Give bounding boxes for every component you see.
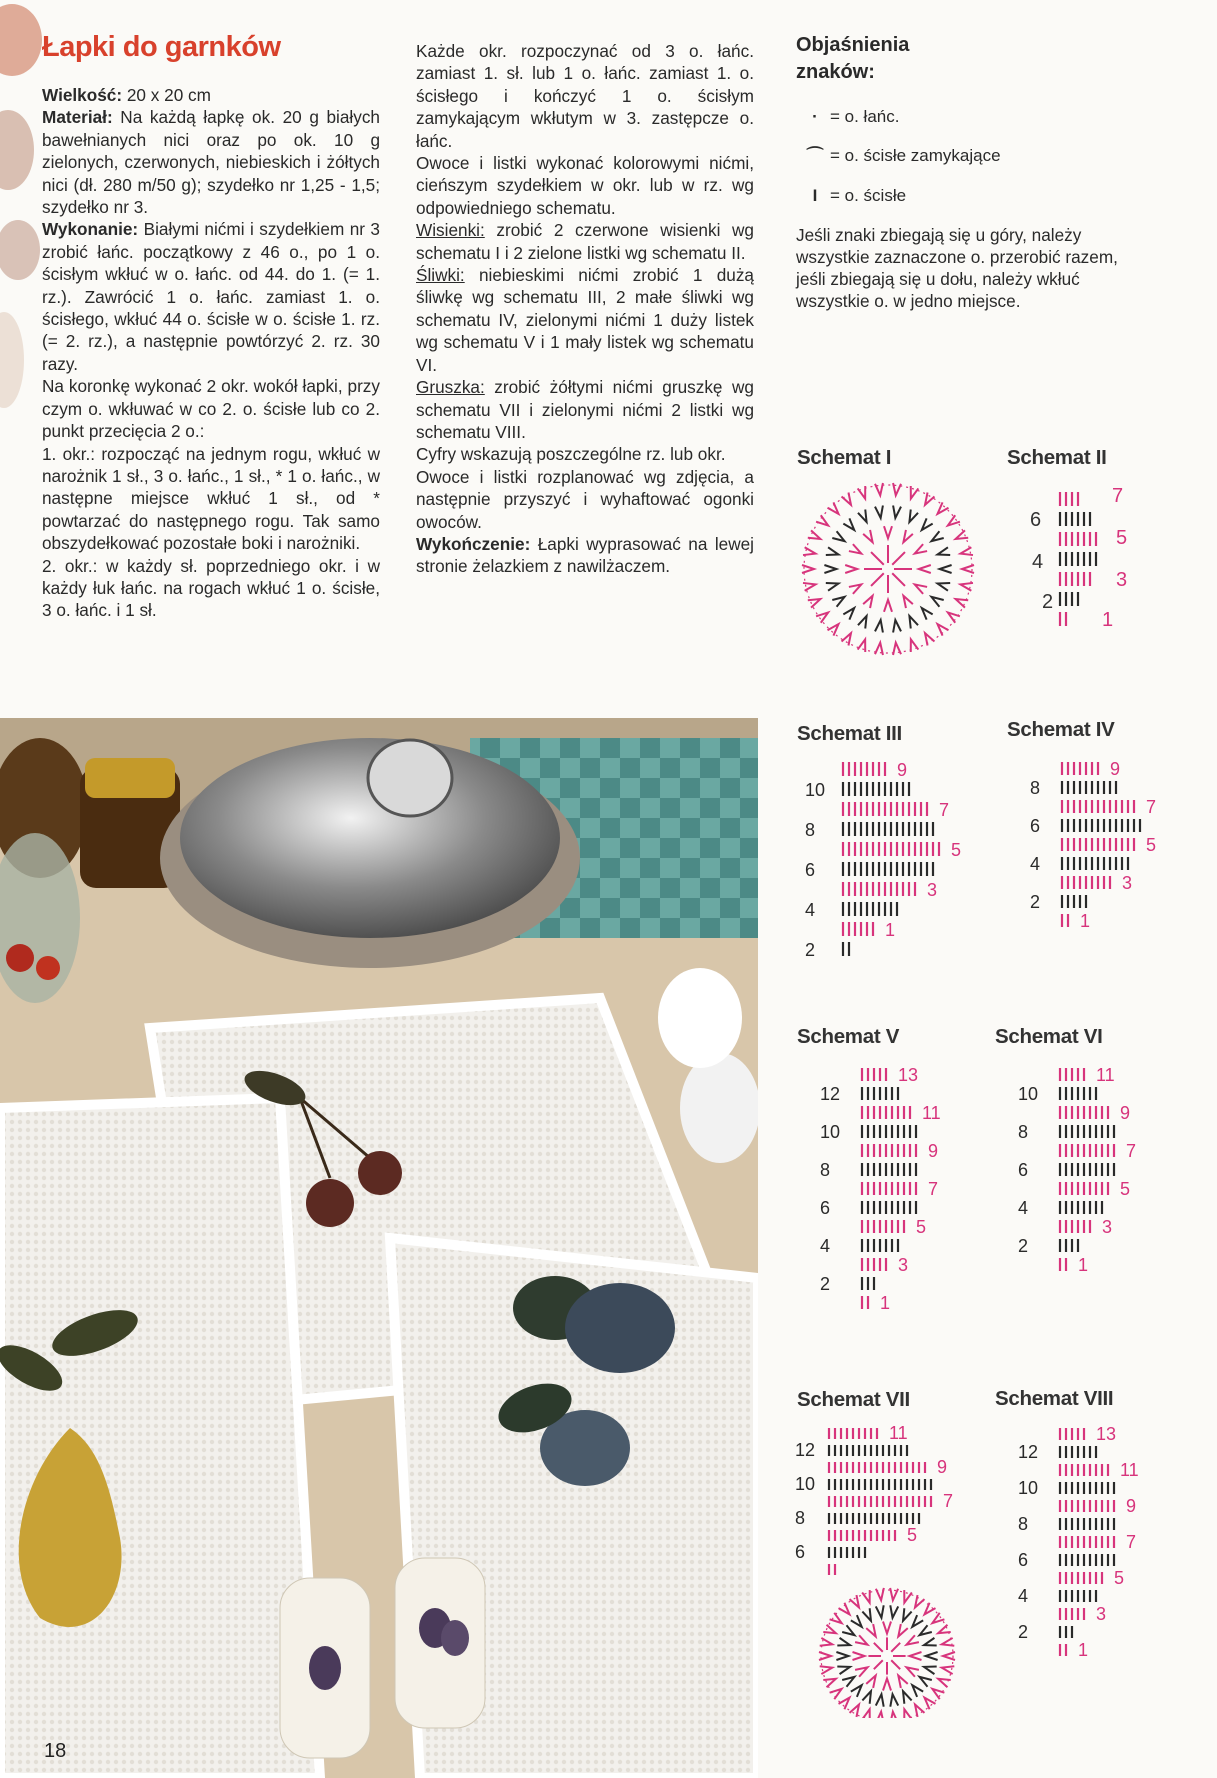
round2-paragraph: 2. okr.: w każdy sł. poprzedniego okr. i w każdy łuk łańc. na rogach wkłuć 1 o. ścisłe, 3 o. łańc. i 1 sł. — [42, 555, 380, 621]
row-number-label: 2 — [1018, 1622, 1029, 1642]
row-number-label: 3 — [927, 880, 938, 900]
row-number-label: 2 — [805, 940, 816, 960]
row-number-label: 6 — [1030, 816, 1041, 836]
row-number-label: 8 — [1018, 1514, 1029, 1534]
scheme-6-diagram — [1018, 1058, 1158, 1288]
scheme-7-label: Schemat VII — [797, 1388, 910, 1411]
row-number-label: 8 — [1030, 778, 1041, 798]
material-value: Na każdą łapkę ok. 20 g białych bawełnianych nici oraz po ok. 10 g zielonych, czerwonych, niebieskich i żółtych nici (dł. 280 m/50 g); szydełko nr 1,25 - 1,5; szydełko nr 3. — [42, 107, 380, 218]
row-number-label: 9 — [1120, 1103, 1131, 1123]
row-number-label: 6 — [820, 1198, 831, 1218]
scheme-2-row-label: 1 — [1102, 609, 1114, 631]
legend-item-text: = o. ścisłe zamykające — [830, 146, 1001, 166]
scheme-1-diagram — [795, 478, 981, 660]
row-number-label: 4 — [1018, 1586, 1029, 1606]
execution-value: Białymi nićmi i szydełkiem nr 3 zrobić łańc. początkowy z 46 o., po 1 o. ścisłym wkłuć w o. łańc. od 44. do 1. (= 1. rz.). Zawrócić 1 o. łańc. zamiast 1. o. ścisłego, wkłuć 44 o. ścisłe w o. ścisłe 1. rz. (= 2. rz.), a następnie powtórzyć 2. rz. 30 razy. — [42, 219, 380, 374]
scheme-2-row-label: 3 — [1116, 569, 1128, 591]
row-number-label: 8 — [805, 820, 816, 840]
row-number-label: 3 — [1102, 1217, 1113, 1237]
fruits-paragraph: Owoce i listki wykonać kolorowymi nićmi, cieńszym szydełkiem w okr. lub w rz. wg odpowiedniego schematu. — [416, 153, 754, 218]
execution-paragraph — [42, 218, 380, 375]
row-number-label: 1 — [880, 1293, 891, 1313]
row-number-label: 7 — [939, 800, 950, 820]
row-number-label: 1 — [1078, 1255, 1089, 1275]
digits-paragraph: Cyfry wskazują poszczególne rz. lub okr. — [416, 444, 726, 465]
row-number-label: 4 — [1018, 1198, 1029, 1218]
scheme-4-label: Schemat IV — [1007, 718, 1115, 741]
row-number-label: 7 — [943, 1491, 954, 1511]
row-number-label: 3 — [1122, 873, 1133, 893]
legend-column — [796, 32, 1148, 312]
closing-stitch-symbol-icon: ⌒ — [806, 146, 824, 166]
row-number-label: 11 — [1096, 1065, 1115, 1085]
row-number-label: 12 — [1018, 1442, 1039, 1462]
row-number-label: 7 — [1146, 797, 1157, 817]
row-number-label: 1 — [1078, 1640, 1089, 1660]
scheme-8-label: Schemat VIII — [995, 1387, 1114, 1410]
row-number-label: 5 — [916, 1217, 927, 1237]
row-number-label: 9 — [897, 760, 908, 780]
cherries-label: Wisienki: — [416, 220, 485, 241]
row-number-label: 9 — [1126, 1496, 1137, 1516]
chain-symbol-icon: · — [812, 107, 818, 126]
scheme-2-row-label: 5 — [1116, 527, 1128, 549]
row-number-label: 13 — [898, 1065, 919, 1085]
size-label: Wielkość: — [42, 85, 123, 105]
row-number-label: 11 — [922, 1103, 941, 1123]
row-number-label: 10 — [1018, 1478, 1039, 1498]
instructions-column-2 — [416, 40, 754, 578]
row-number-label: 5 — [1146, 835, 1157, 855]
row-number-label: 7 — [1126, 1141, 1137, 1161]
legend-item-chain — [800, 106, 1148, 128]
circular-stitch-chart — [802, 483, 974, 655]
pear-label: Gruszka: — [416, 377, 485, 398]
instructions-column-1 — [42, 30, 380, 622]
leaf-stitch-chart — [1018, 1065, 1136, 1275]
row-number-label: 5 — [951, 840, 962, 860]
row-number-label: 9 — [937, 1457, 948, 1477]
row-number-label: 11 — [1120, 1460, 1139, 1480]
size-value: 20 x 20 cm — [122, 85, 211, 105]
scheme-2-row-label: 2 — [1042, 591, 1054, 613]
row-number-label: 1 — [1080, 911, 1091, 931]
legend-item-text: = o. łańc. — [830, 107, 900, 126]
pear-paragraph — [416, 376, 754, 443]
execution-label: Wykonanie: — [42, 219, 139, 240]
legend-title — [796, 32, 1148, 86]
row-number-label: 7 — [928, 1179, 939, 1199]
scheme-4-diagram — [1030, 752, 1170, 942]
row-number-label: 3 — [1096, 1604, 1107, 1624]
plums-label: Śliwki: — [416, 265, 465, 286]
row-number-label: 5 — [1114, 1568, 1125, 1588]
plums-paragraph — [416, 264, 754, 376]
row-number-label: 4 — [805, 900, 816, 920]
scheme-2-row-label: 7 — [1112, 485, 1124, 507]
row-number-label: 12 — [820, 1084, 841, 1104]
legend-item-single — [800, 185, 1148, 207]
each-round-paragraph: Każde okr. rozpoczynać od 3 o. łańc. zamiast 1. sł. lub 1 o. łańc. zamiast 1. o. ścisłego i kończyć 1 o. ścisłym zamykającym wkłutym w 3. zastępcze o. łańc. — [416, 41, 754, 151]
leaf-stitch-chart — [1060, 492, 1096, 626]
row-number-label: 10 — [1018, 1084, 1039, 1104]
row-number-label: 7 — [1126, 1532, 1137, 1552]
scheme-3-label: Schemat III — [797, 722, 902, 745]
size-paragraph — [42, 84, 380, 106]
row-number-label: 2 — [1030, 892, 1041, 912]
legend-item-text: = o. ścisłe — [830, 185, 907, 205]
legend-note: Jeśli znaki zbiegają się u góry, należy wszystkie zaznaczone o. przerobić razem, jeśli zbiegają się u dołu, należy wkłuć wszystkie o. w jedno miejsce. — [796, 225, 1118, 312]
pear-value: zrobić żółtymi nićmi gruszkę wg schematu VII i zielonymi nićmi 2 listki wg schematu VIII. — [416, 377, 754, 442]
row-number-label: 10 — [820, 1122, 841, 1142]
row-number-label: 9 — [1110, 759, 1121, 779]
row-number-label: 10 — [805, 780, 826, 800]
row-number-label: 12 — [795, 1440, 816, 1460]
page-number: 18 — [44, 1740, 67, 1762]
plums-value: niebieskimi nićmi zrobić 1 dużą śliwkę wg schematu III, 2 małe śliwki wg schematu IV, zielonymi nićmi 1 duży listek wg schematu V i 1 mały listek wg schematu VI. — [416, 265, 754, 375]
row-number-label: 6 — [805, 860, 816, 880]
row-number-label: 1 — [885, 920, 896, 940]
scheme-6-label: Schemat VI — [995, 1025, 1103, 1048]
single-stitch-symbol-icon: I — [812, 185, 818, 205]
row-number-label: 6 — [795, 1542, 806, 1562]
row-number-label: 5 — [1120, 1179, 1131, 1199]
edging-paragraph: Na koronkę wykonać 2 okr. wokół łapki, przy czym o. wkłuwać w co 2. o. ścisłe lub co 2. punkt przecięcia 2 o.: — [42, 376, 380, 442]
finish-paragraph — [416, 533, 754, 578]
scheme-3-diagram — [805, 752, 970, 962]
row-number-label: 4 — [1030, 854, 1041, 874]
row-number-label: 9 — [928, 1141, 939, 1161]
scheme-2-diagram — [1020, 482, 1150, 632]
row-number-label: 4 — [820, 1236, 831, 1256]
legend-title-line1: Objaśnienia — [796, 34, 910, 56]
legend-title-line2: znaków: — [796, 61, 875, 83]
row-number-label: 10 — [795, 1474, 816, 1494]
arrange-paragraph: Owoce i listki rozplanować wg zdjęcia, a następnie przyszyć i wyhaftować ogonki owoców. — [416, 466, 754, 532]
row-number-label: 2 — [820, 1274, 831, 1294]
scheme-5-diagram — [820, 1058, 970, 1318]
leaf-stitch-chart — [1018, 1424, 1139, 1660]
scheme-8-diagram — [1018, 1418, 1158, 1678]
row-number-label: 8 — [795, 1508, 806, 1528]
potholders-photo — [0, 718, 758, 1778]
scheme-1-label: Schemat I — [797, 446, 892, 469]
row-number-label: 11 — [889, 1423, 908, 1443]
row-number-label: 3 — [898, 1255, 909, 1275]
leaf-stitch-chart — [795, 1423, 953, 1575]
row-number-label: 13 — [1096, 1424, 1117, 1444]
scheme-7-diagram — [795, 1418, 990, 1718]
finish-label: Wykończenie: — [416, 533, 531, 554]
legend-item-slip — [800, 145, 1148, 167]
finish-value: Łapki wyprasować na lewej stronie żelazkiem z nawilżaczem. — [416, 533, 754, 577]
leaf-stitch-chart — [1030, 759, 1156, 931]
scheme-2-row-label: 6 — [1030, 509, 1042, 531]
row-number-label: 2 — [1018, 1236, 1029, 1256]
circular-stitch-chart — [819, 1588, 955, 1718]
scheme-2-row-label: 4 — [1032, 551, 1044, 573]
material-paragraph — [42, 106, 380, 218]
decorative-flower-bleed — [0, 0, 46, 500]
round1-paragraph: 1. okr.: rozpocząć na jednym rogu, wkłuć w narożnik 1 sł., 3 o. łańc., 1 sł., * 1 o. łańc., w następne miejsce wkłuć 1 sł., od * powtarzać do następnego rogu. Tak samo obszydełkować pozostałe boki i narożniki. — [42, 443, 380, 554]
row-number-label: 6 — [1018, 1550, 1029, 1570]
row-number-label: 8 — [1018, 1122, 1029, 1142]
page-title: Łapki do garnków — [42, 31, 281, 63]
row-number-label: 6 — [1018, 1160, 1029, 1180]
cherries-value: zrobić 2 czerwone wisienki wg schematu I i 2 zielone listki wg schematu II. — [416, 220, 754, 263]
row-number-label: 8 — [820, 1160, 831, 1180]
material-label: Materiał: — [42, 107, 113, 128]
scheme-2-label: Schemat II — [1007, 446, 1107, 469]
cherries-paragraph — [416, 219, 754, 264]
row-number-label: 5 — [907, 1525, 918, 1545]
leaf-stitch-chart — [820, 1065, 941, 1313]
leaf-stitch-chart — [805, 760, 961, 960]
scheme-5-label: Schemat V — [797, 1025, 900, 1048]
